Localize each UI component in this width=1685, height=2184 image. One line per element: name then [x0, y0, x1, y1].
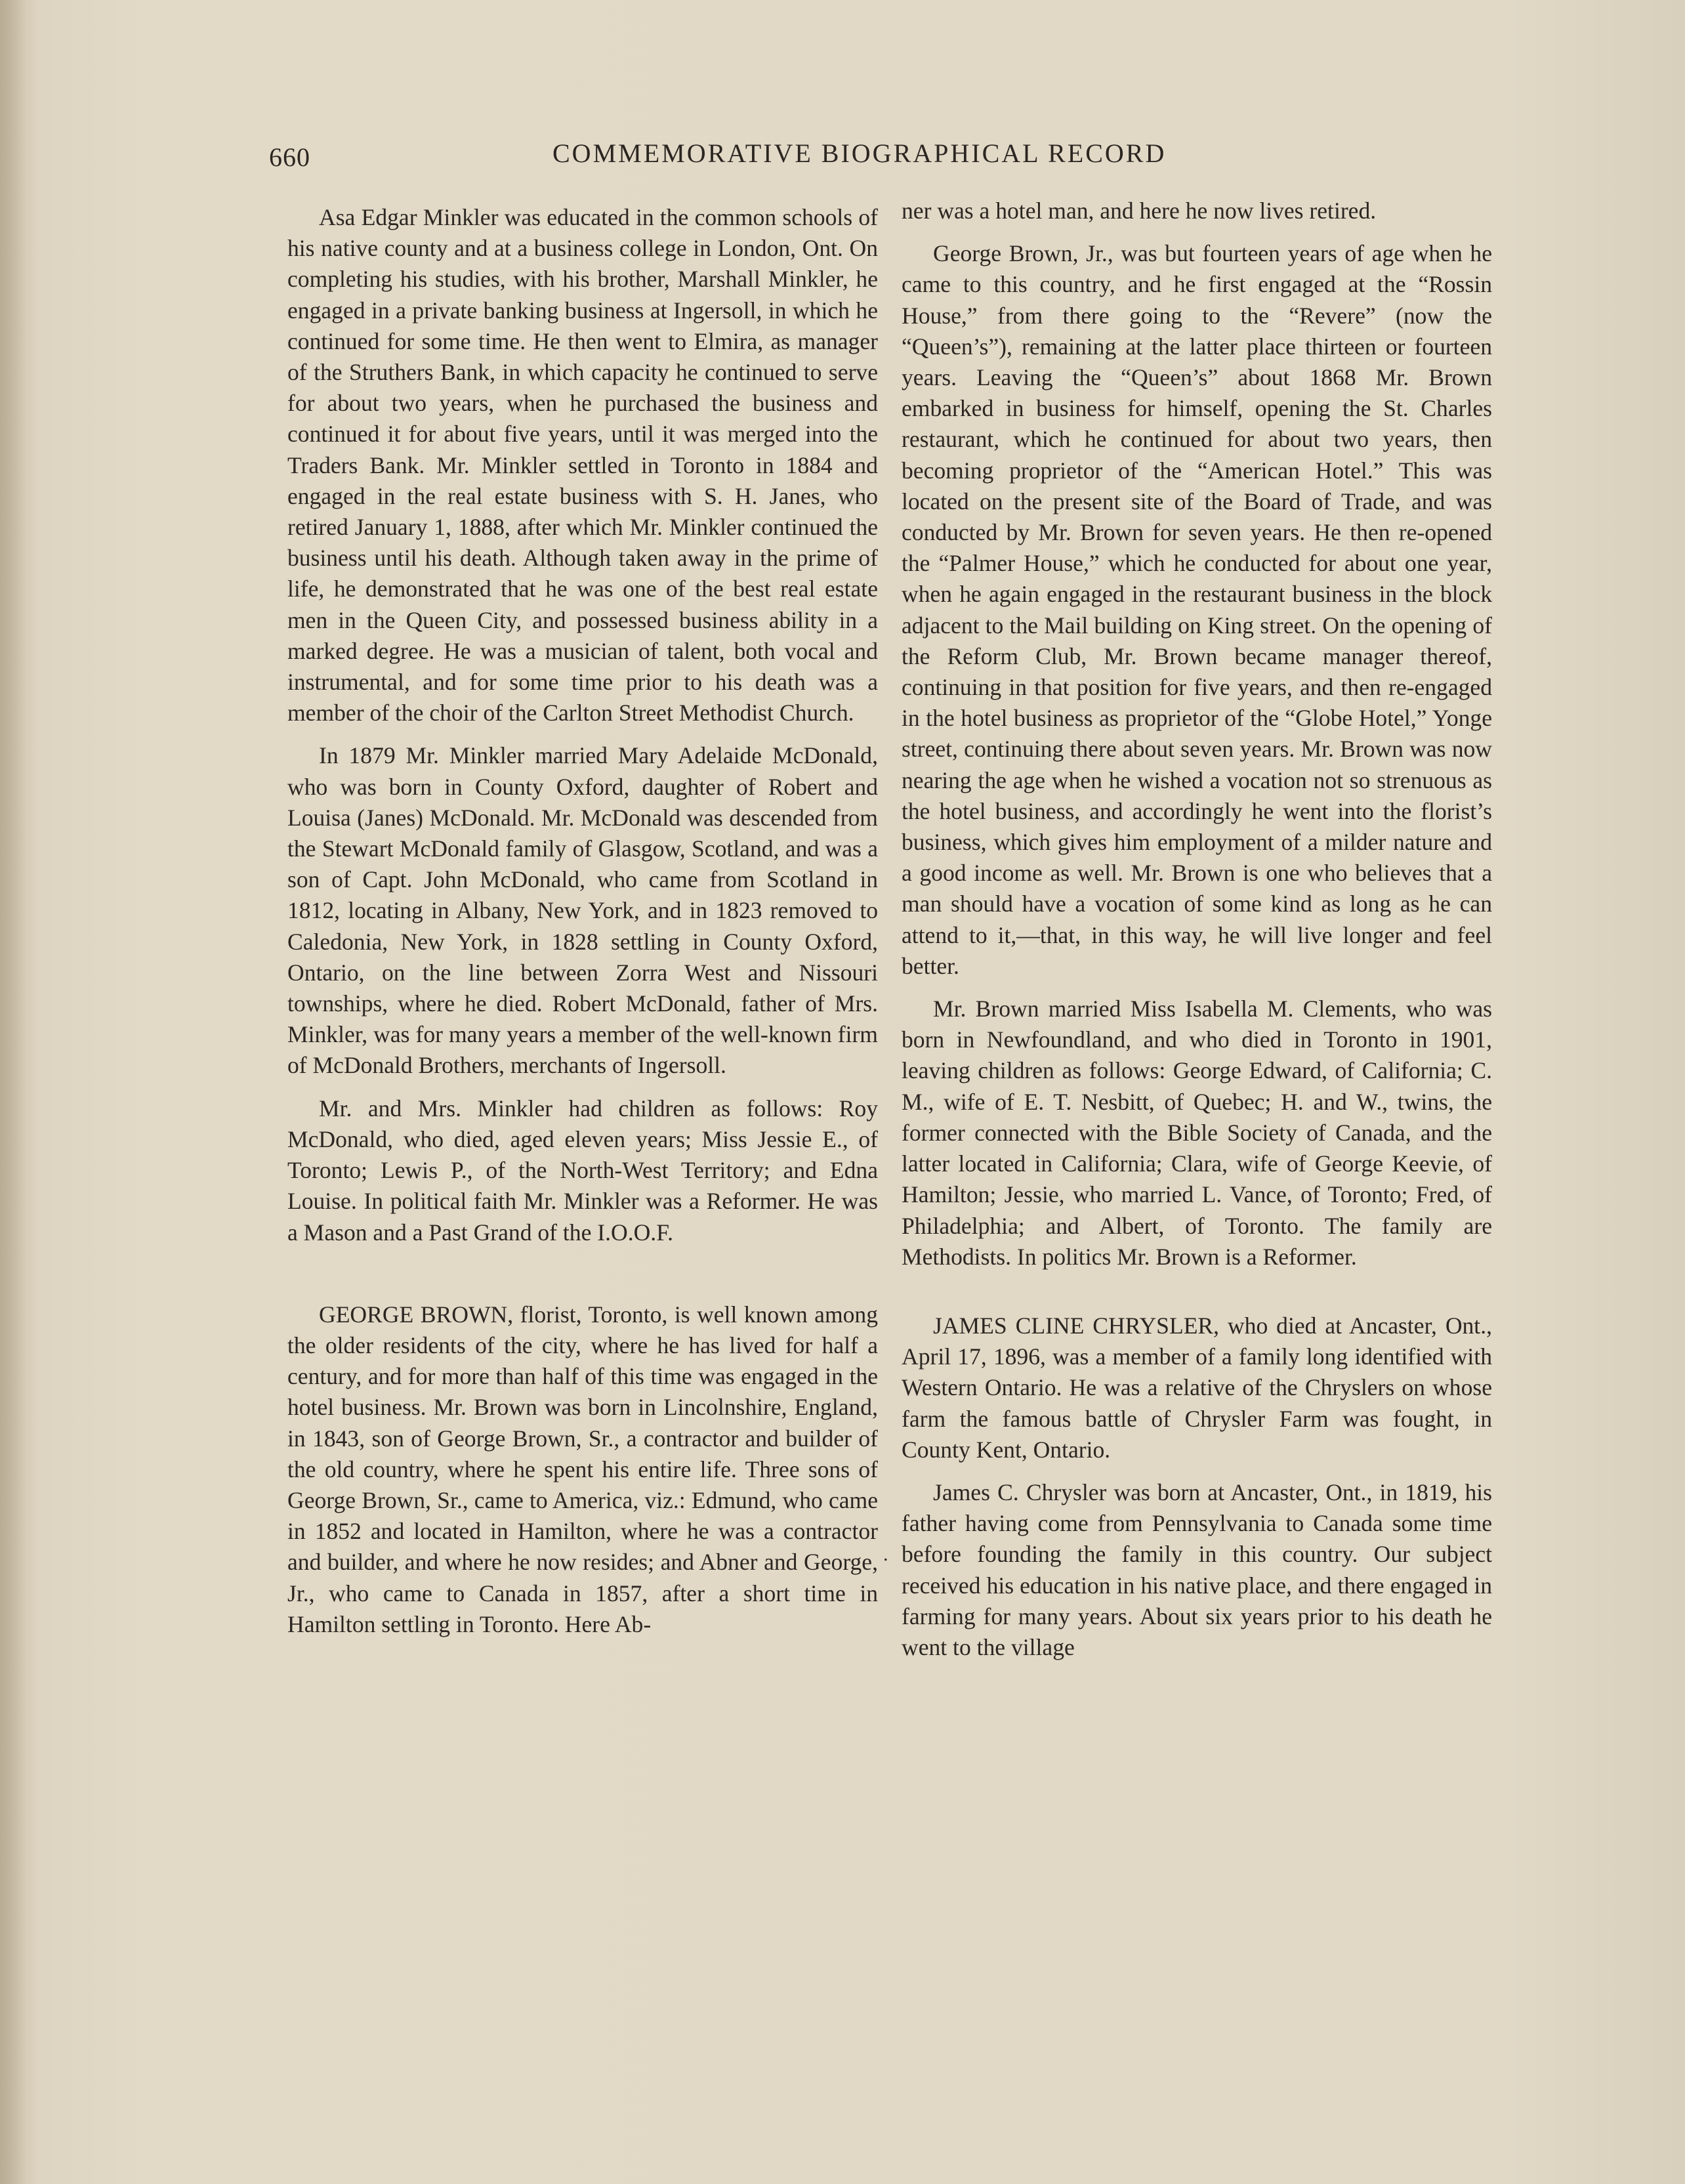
minkler-education-paragraph: Asa Edgar Minkler was educated in the common schools of his native county and at a business college in London, Ont. On completing his studies, with his brother, Marshall Minkler, he engaged in a private banking business at Ingersoll, in which he continued for some time. He then went to Elmira, as manager of the Struthers Bank, in which capacity he continued to serve for about two years, when he purchased the business and continued it for about five years, until it was merged into the Traders Bank. Mr. Minkler settled in Toronto in 1884 and engaged in the real estate business with S. H. Janes, who retired January 1, 1888, after which Mr. Minkler continued the business until his death. Although taken away in the prime of life, he demonstrated that he was one of the best real estate men in the Queen City, and possessed business ability in a marked degree. He was a musician of talent, both vocal and instrumental, and for some time prior to his death was a member of the choir of the Carlton Street Methodist Church.: [287, 204, 878, 726]
entry-separator: [287, 1260, 878, 1299]
left-column: [287, 202, 878, 1652]
entry-separator: [902, 1284, 1492, 1311]
brown-continued-paragraph: ner was a hotel man, and here he now lives retired.: [902, 198, 1377, 224]
chrysler-biography-paragraph: James C. Chrysler was born at Ancaster, Ont., in 1819, his father having come from Pennsylvania to Canada some time before founding the family in this country. Our subject received his education in his native place, and there engaged in farming for many years. About six years prior to his death he went to the village: [902, 1479, 1492, 1660]
minkler-children-paragraph: Mr. and Mrs. Minkler had children as follows: Roy McDonald, who died, aged eleven years; Miss Jessie E., of Toronto; Lewis P., of the North-West Territory; and Edna Louise. In political faith Mr. Minkler was a Reformer. He was a Mason and a Past Grand of the I.O.O.F.: [287, 1095, 878, 1246]
minkler-marriage-paragraph: In 1879 Mr. Minkler married Mary Adelaide McDonald, who was born in County Oxford, daughter of Robert and Louisa (Janes) McDonald. Mr. McDonald was descended from the Stewart McDonald family of Glasgow, Scotland, and was a son of Capt. John McDonald, who came from Scotland in 1812, locating in Albany, New York, and in 1823 removed to Caledonia, New York, in 1828 settling in County Oxford, Ontario, on the line between Zorra West and Nissouri townships, where he died. Robert McDonald, father of Mrs. Minkler, was for many years a member of the well-known firm of McDonald Brothers, merchants of Ingersoll.: [287, 742, 878, 1079]
running-head: COMMEMORATIVE BIOGRAPHICAL RECORD: [552, 138, 1167, 168]
brown-career-paragraph: George Brown, Jr., was but fourteen years of age when he came to this country, and he first engaged at the “Rossin House,” from there going to the “Revere” (now the “Queen’s”), remaining at the latter place thirteen or fourteen years. Leaving the “Queen’s” about 1868 Mr. Brown embarked in business for himself, opening the St. Charles restaurant, which he continued for about two years, then becoming proprietor of the “American Hotel.” This was located on the present site of the Board of Trade, and was conducted by Mr. Brown for seven years. He then re-opened the “Palmer House,” which he conducted for about one year, when he again engaged in the restaurant business in the block adjacent to the Mail building on King street. On the opening of the Reform Club, Mr. Brown became manager thereof, continuing in that position for five years, and then re-engaged in the hotel business as proprietor of the “Globe Hotel,” Yonge street, continuing there about seven years. Mr. Brown was now nearing the age when he wished a vocation not so strenuous as the hotel business, and accordingly he went into the florist’s business, which gives him employment of a milder nature and a good income as well. Mr. Brown is one who believes that a man should have a vocation of some kind as long as he can attend to it,—that, in this way, he will live longer and feel better.: [902, 240, 1492, 979]
page-number: 660: [269, 142, 310, 172]
brown-marriage-paragraph: Mr. Brown married Miss Isabella M. Clements, who was born in Newfoundland, and who died in Toronto in 1901, leaving children as follows: George Edward, of California; C. M., wife of E. T. Nesbitt, of Quebec; H. and W., twins, the former connected with the Bible Society of Canada, and the latter located in California; Clara, wife of George Keevie, of Hamilton; Jessie, who married L. Vance, of Toronto; Fred, of Philadelphia; and Albert, of Toronto. The family are Methodists. In politics Mr. Brown is a Reformer.: [902, 996, 1492, 1270]
george-brown-intro-paragraph: GEORGE BROWN, florist, Toronto, is well known among the older residents of the city, where he has lived for half a century, and for more than half of this time was engaged in the hotel business. Mr. Brown was born in Lincolnshire, England, in 1843, son of George Brown, Sr., a contractor and builder of the old country, where he spent his entire life. Three sons of George Brown, Sr., came to America, viz.: Edmund, who came in 1852 and located in Hamilton, where he was a contractor and builder, and where he now resides; and Abner and George, Jr., who came to Canada in 1857, after a short time in Hamilton settling in Toronto. Here Ab-: [287, 1301, 878, 1637]
page-header: [269, 131, 1214, 171]
separator-mark: .: [883, 1544, 888, 1565]
chrysler-intro-paragraph: JAMES CLINE CHRYSLER, who died at Ancaster, Ont., April 17, 1896, was a member of a family long identified with Western Ontario. He was a relative of the Chryslers on whose farm the famous battle of Chrysler Farm was fought, in County Kent, Ontario.: [902, 1312, 1492, 1463]
right-column: [902, 196, 1492, 1663]
